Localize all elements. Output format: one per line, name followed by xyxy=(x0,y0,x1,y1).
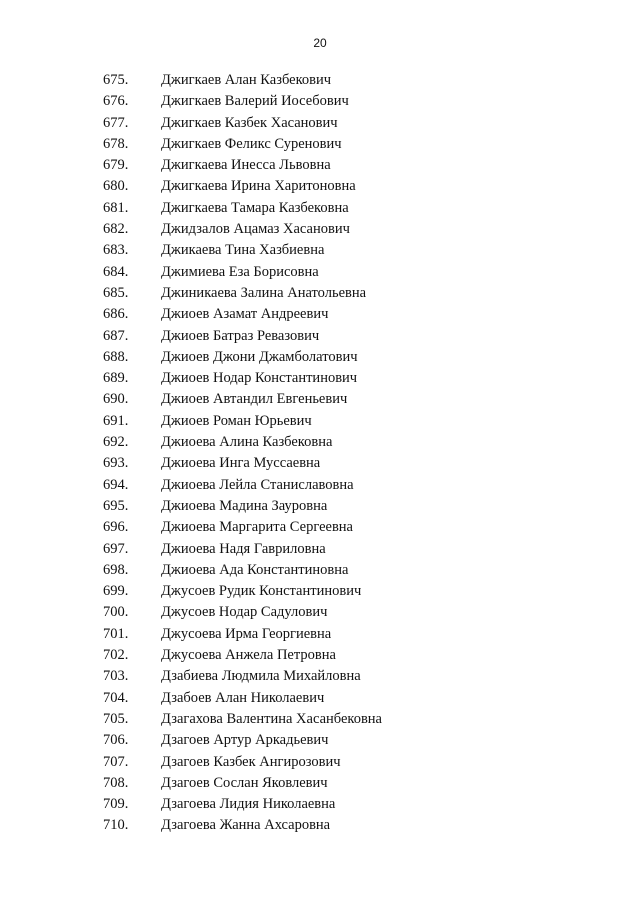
list-item xyxy=(0,645,640,666)
entry-number: 692. xyxy=(103,434,129,451)
entry-number: 686. xyxy=(103,306,129,323)
list-item xyxy=(0,539,640,560)
entry-number: 699. xyxy=(103,583,129,600)
name-list xyxy=(0,70,640,837)
entry-number: 678. xyxy=(103,135,129,152)
entry-name: Джидзалов Ацамаз Хасанович xyxy=(161,221,350,238)
entry-name: Джиоева Мадина Зауровна xyxy=(161,497,328,514)
entry-number: 704. xyxy=(103,689,129,706)
list-item xyxy=(0,794,640,815)
entry-name: Джусоева Ирма Георгиевна xyxy=(161,625,332,642)
entry-name: Дзабоев Алан Николаевич xyxy=(161,689,325,706)
entry-name: Дзагоев Казбек Ангирозович xyxy=(161,753,341,770)
entry-number: 709. xyxy=(103,796,129,813)
entry-name: Джикаева Тина Хазбиевна xyxy=(161,242,325,259)
entry-name: Джусоева Анжела Петровна xyxy=(161,647,336,664)
list-item xyxy=(0,688,640,709)
entry-number: 688. xyxy=(103,348,129,365)
entry-name: Джиоев Джони Джамболатович xyxy=(161,348,358,365)
entry-number: 680. xyxy=(103,178,129,195)
entry-name: Джимиева Еза Борисовна xyxy=(161,263,319,280)
entry-name: Дзагахова Валентина Хасанбековна xyxy=(161,710,382,727)
list-item xyxy=(0,752,640,773)
list-item xyxy=(0,709,640,730)
list-item xyxy=(0,304,640,325)
entry-name: Джигкаев Валерий Иосебович xyxy=(161,93,349,110)
list-item xyxy=(0,773,640,794)
entry-number: 695. xyxy=(103,497,129,514)
entry-number: 690. xyxy=(103,391,129,408)
entry-number: 702. xyxy=(103,647,129,664)
entry-number: 694. xyxy=(103,476,129,493)
entry-number: 682. xyxy=(103,221,129,238)
entry-number: 697. xyxy=(103,540,129,557)
entry-name: Дзабиева Людмила Михайловна xyxy=(161,668,361,685)
entry-number: 696. xyxy=(103,519,129,536)
entry-number: 693. xyxy=(103,455,129,472)
list-item xyxy=(0,198,640,219)
list-item xyxy=(0,581,640,602)
entry-name: Джиоева Ада Константиновна xyxy=(161,561,349,578)
entry-name: Джигкаева Ирина Харитоновна xyxy=(161,178,356,195)
entry-name: Джиоева Надя Гавриловна xyxy=(161,540,326,557)
entry-number: 706. xyxy=(103,732,129,749)
list-item xyxy=(0,730,640,751)
list-item xyxy=(0,240,640,261)
list-item xyxy=(0,262,640,283)
entry-number: 705. xyxy=(103,710,129,727)
list-item xyxy=(0,155,640,176)
entry-number: 681. xyxy=(103,199,129,216)
entry-name: Джиникаева Залина Анатольевна xyxy=(161,284,367,301)
entry-name: Дзагоева Жанна Ахсаровна xyxy=(161,817,331,834)
entry-name: Дзагоева Лидия Николаевна xyxy=(161,796,336,813)
entry-number: 691. xyxy=(103,412,129,429)
entry-name: Джигкаев Феликс Суренович xyxy=(161,135,342,152)
entry-number: 708. xyxy=(103,774,129,791)
list-item xyxy=(0,432,640,453)
entry-number: 707. xyxy=(103,753,129,770)
list-item xyxy=(0,475,640,496)
entry-number: 679. xyxy=(103,157,129,174)
list-item xyxy=(0,70,640,91)
list-item xyxy=(0,113,640,134)
list-item xyxy=(0,91,640,112)
entry-number: 701. xyxy=(103,625,129,642)
list-item xyxy=(0,815,640,836)
entry-name: Джиоев Нодар Константинович xyxy=(161,370,358,387)
entry-name: Джигкаев Казбек Хасанович xyxy=(161,114,338,131)
entry-name: Джиоев Батраз Ревазович xyxy=(161,327,320,344)
entry-number: 710. xyxy=(103,817,129,834)
entry-name: Джусоев Нодар Садулович xyxy=(161,604,328,621)
list-item xyxy=(0,219,640,240)
list-item xyxy=(0,496,640,517)
entry-number: 703. xyxy=(103,668,129,685)
entry-name: Джусоев Рудик Константинович xyxy=(161,583,362,600)
entry-number: 676. xyxy=(103,93,129,110)
entry-number: 700. xyxy=(103,604,129,621)
list-item xyxy=(0,517,640,538)
list-item xyxy=(0,411,640,432)
entry-name: Дзагоев Сослан Яковлевич xyxy=(161,774,328,791)
entry-name: Джигкаева Инесса Львовна xyxy=(161,157,331,174)
list-item xyxy=(0,326,640,347)
list-item xyxy=(0,176,640,197)
entry-name: Джиоева Маргарита Сергеевна xyxy=(161,519,353,536)
entry-number: 689. xyxy=(103,370,129,387)
entry-name: Джиоев Азамат Андреевич xyxy=(161,306,329,323)
list-item xyxy=(0,602,640,623)
list-item xyxy=(0,560,640,581)
list-item xyxy=(0,453,640,474)
entry-name: Джигкаева Тамара Казбековна xyxy=(161,199,349,216)
entry-name: Дзагоев Артур Аркадьевич xyxy=(161,732,329,749)
entry-name: Джиоева Инга Муссаевна xyxy=(161,455,321,472)
entry-number: 684. xyxy=(103,263,129,280)
entry-name: Джиоев Роман Юрьевич xyxy=(161,412,312,429)
list-item xyxy=(0,347,640,368)
list-item xyxy=(0,666,640,687)
list-item xyxy=(0,283,640,304)
page-number: 20 xyxy=(313,36,327,50)
list-item xyxy=(0,134,640,155)
entry-number: 675. xyxy=(103,72,129,88)
entry-name: Джиоева Алина Казбековна xyxy=(161,434,333,451)
entry-name: Джиоев Автандил Евгеньевич xyxy=(161,391,348,408)
list-item xyxy=(0,624,640,645)
list-item xyxy=(0,389,640,410)
entry-name: Джигкаев Алан Казбекович xyxy=(161,72,332,88)
entry-name: Джиоева Лейла Станиславовна xyxy=(161,476,354,493)
list-item xyxy=(0,368,640,389)
entry-number: 683. xyxy=(103,242,129,259)
entry-number: 685. xyxy=(103,284,129,301)
entry-number: 698. xyxy=(103,561,129,578)
entry-number: 687. xyxy=(103,327,129,344)
entry-number: 677. xyxy=(103,114,129,131)
